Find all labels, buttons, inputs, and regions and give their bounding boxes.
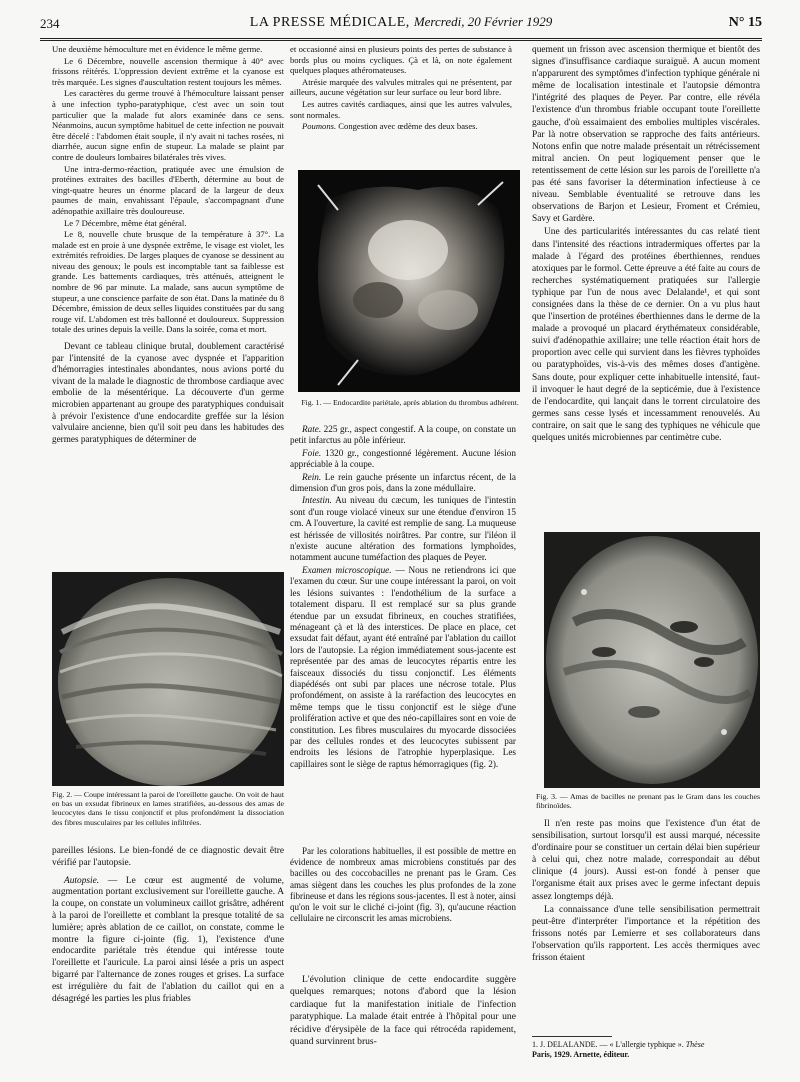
middle-column-autopsy [290,424,516,842]
paragraph: Une intra-dermo-réaction, pratiquée avec une émulsion de protéines extraites des bacilles d'Eberth, détermine au bout de vingt-quatre heures un énorme placard de la largeur de deux paumes de main, envahissant l'épaule, s'accompagnant d'une adénopathie axillaire très douloureuse. [52,163,284,216]
paragraph: et occasionné ainsi en plusieurs points des pertes de substance à bords plus ou moins cycliques. Çà et là, on note également quelques plaques athéromateuses. [290,44,512,76]
paragraph: pareilles lésions. Le bien-fondé de ce diagnostic devait être vérifié par l'autopsie. [52,846,284,868]
paragraph-autopsie [52,876,284,1006]
footnote-text: 1. J. DELALANDE. — « L'allergie typhique ». [532,1040,686,1049]
micrograph-bacilli-icon [544,532,760,788]
section-text: Le rein gauche présente un infarctus récent, de la dimension d'un gros pois, dans la zone médullaire. [290,471,516,494]
right-column [532,44,760,528]
section-text: Congestion avec œdème des deux bases. [336,121,478,132]
paragraph: Le 7 Décembre, même état général. [64,217,187,228]
paragraph: Les caractères du germe trouvé à l'hémoculture laissant penser à une infection typho-paratyphique, c'est avec un soin tout particulier que la malade fut alors examinée dans ce sens. Néanmoins, aucun symptôme habituel de cette infection ne pouvait être décelé : l'abdomen était souple, il n'y avait ni taches rosées, ni diarrhée, aucun signe enfin de stupeur. La malade se plaint par contre de douleurs lombaires bilatérales très vives. [52,88,284,162]
paragraph-examen [290,565,516,770]
section-label: Rate. [302,424,322,434]
paragraph: Il n'en reste pas moins que l'existence d'un état de sensibilisation, surtout lorsqu'il est aussi marqué, nécessite d'ordinaire pour se constituer un certain délai bien supérieur à celui qui, chez notre malade, correspondait au début clinique (4 jours). Aussi est-on fondé à penser que l'organisme était aux prises avec le germe infectant depuis assez longtemps déjà. [532,819,760,902]
issue-date: Mercredi, 20 Février 1929 [413,14,553,29]
left-column [52,44,284,564]
paragraph: Le 6 Décembre, nouvelle ascension thermique à 40° avec frissons réitérés. L'oppression devient extrême et la cyanose est très marquée. Les signes d'auscultation restent toujours les mêmes. [52,55,284,87]
middle-column-discussion [290,974,516,1070]
middle-column-top [290,44,512,168]
header-rule [40,38,762,39]
footnote-rule [532,1036,612,1037]
section-label: Examen microscopique. [302,564,392,575]
footnote [532,1040,760,1060]
journal-title [40,14,762,31]
figure-2-micrograph [52,572,284,786]
section-label: Rein. [302,471,322,482]
micrograph-section-icon [52,572,284,786]
header-rule-2 [40,40,762,41]
right-column-continued [532,818,760,1032]
paragraph: Une deuxième hémoculture met en évidence le même germe. [52,44,263,54]
paragraph: La connaissance d'une telle sensibilisation permettrait peut-être d'interpréter l'importance et la répétition des frissons notés par Lemierre et ses collaborateurs dans l'observation qu'ils rapportent. Les accès thermiques avec frisson étaient [532,904,760,964]
section-text: — Nous ne retiendrons ici que l'examen du cœur. Sur une coupe intéressant la paroi, on voit les lésions suivantes : l'endothélium de la surface a totalement disparu. Il est remplacé sur sa plus grande étendue par un exsudat fibrineux, en couches stratifiées, ménageant çà et là des interstices. De place en place, cet exsudat fait défaut, ayant été entraîné par l'ablation du caillot lors de l'autopsie. La région immédiatement sous-jacente est représentée par des amas de leucocytes répartis entre les faisceaux dissociés du tissu conjonctif. Les éléments diapédésés ont subi par places une nécrose totale. Plus profondément, on assiste à la raréfaction des leucocytes en même temps que le tissu conjonctif est le siège d'une prolifération active et que des néo-capillaires sont en voie de constitution. Les fibres musculaires du myocarde dissociées par des cellules rondes et des leucocytes subissent par endroits les lésions de l'atrophie hyperplasique. Les capillaires sont le siège de raptus hémorragiques (fig. 2). [290,564,516,769]
paragraph-rate [290,424,516,447]
figure-2-caption: Fig. 2. — Coupe intéressant la paroi de l'oreillette gauche. On voit de haut en bas un exsudat fibrineux en lames stratifiées, au-dessous des amas de leucocytes dans le tissu conjonctif et plus profondément la dissociation des fibres musculaires par les cellules infiltrées. [52,790,284,827]
issue-number: N° 15 [728,15,762,30]
paragraph: L'évolution clinique de cette endocardite suggère quelques remarques; notons d'abord que la lésion cardiaque fut la manifestation initiale de l'infection paratyphique. La malade était entrée à l'hôpital pour une récidive d'érysipèle de la face qui rétrocéda rapidement, quand survinrent brus- [290,974,516,1048]
section-label: Foie. [302,447,322,458]
figure-1-photo [298,170,520,392]
page-number: 234 [40,16,60,31]
paragraph: Par les colorations habituelles, il est possible de mettre en évidence de nombreux amas microbiens constitués par des bacilles ou des coccobacilles ne prenant pas le Gram. Ces amas siègent dans les couches les plus profondes de la zone fibrineuse et dans les régions sous-jacentes. Il est à noter, ainsi qu'on le voit sur le cliché ci-joint (fig. 3), qu'aucune réaction cellulaire ne circonscrit les amas microbiens. [290,846,516,924]
paragraph: Une des particularités intéressantes du cas relaté tient dans l'intensité des réactions intradermiques offertes par la malade à l'égard des protéines éberthiennes, rendues atoxiques par le formol. Cette épreuve a été faite au cours de recherches systématiquement pratiquées sur l'allergie typhique par l'un de nous avec Delalande¹, et qui sont consignées dans la thèse de ce dernier. On a vu plus haut que l'insertion de protéines éberthiennes dans le derme de la malade a provoqué un placard érythémateux considérable, suivi d'adénopathie axillaire; une telle réaction était hors de proportion avec celle qui survient dans les fièvres typhoïdes ou paratyphoïdes, vis-à-vis des mêmes doses d'antigène. Sans doute, pour expliquer cette inhabituelle intensité, faut-il invoquer le haut degré de la septicémie, due à l'existence de l'endocardite, qui lançait dans le torrent circulatoire des germes sans cesse lysés et incessamment renouvelés. Au contraire, on sait que le sang des typhiques ne véhicule que quelques unités microbiennes par centimètre cube. [532,227,760,443]
section-text: 1320 gr., congestionné légèrement. Aucune lésion appréciable à la coupe. [290,447,516,470]
section-label: Autopsie. [64,875,100,886]
paragraph-intestin [290,495,516,563]
section-text: — Le cœur est augmenté de volume, augmentation portant exclusivement sur l'oreillette gauche. A la coupe, on constate un volumineux caillot grisâtre, adhérent à la paroi de l'oreillette et comblant la presque totalité de sa lumière; après ablation de ce caillot, on constate, comme le montre la figure ci-jointe (fig. 1), l'existence d'une endocardite pariétale très étendue qui intéresse toute l'oreillette et l'auricule. La paroi ainsi lésée a pris un aspect bigarré par l'alternance de zones rouges et grises. La surface est irrégulière du fait de l'ablation du caillot qui en a désagrégé les parties les plus friables [52,875,284,1004]
section-text: Au niveau du cæcum, les tuniques de l'intestin sont d'un rouge violacé vineux sur une étendue d'environ 15 cm. A l'ouverture, la cavité est remplie de sang. La muqueuse est hérissée de villosités noirâtres. Par contre, sur l'iléon il n'existe aucune altération des formations lymphoïdes, notamment aucune tuméfaction des plaques de Peyer. [290,495,516,563]
figure-3-caption: Fig. 3. — Amas de bacilles ne prenant pas le Gram dans les couches fibrinoïdes. [536,792,760,811]
footnote-these: Thèse [685,1040,705,1049]
section-label: Intestin. [302,495,332,506]
paragraph-poumons [290,121,512,132]
paragraph: Les autres cavités cardiaques, ainsi que les autres valvules, sont normales. [290,98,512,120]
paragraph: Atrésie marquée des valvules mitrales qui ne présentent, par ailleurs, aucune végétation sur leur surface ou leur bord libre. [290,76,512,98]
left-column-continued [52,846,284,1070]
footnote-publisher: Paris, 1929. Arnette, éditeur. [532,1050,630,1059]
section-label: Poumons. [302,121,337,132]
paragraph-rein [290,472,516,495]
paragraph: Devant ce tableau clinique brutal, doublement caractérisé par l'intensité de la cyanose avec dyspnée et l'apparition d'hémorragies intestinales abondantes, nous avions porté du vivant de la malade le diagnostic de thrombose cardiaque avec embolie de la mésentérique. La découverte d'un germe microbien appartenant au groupe des paratyphiques conduisait à prévoir l'existence d'une endocardite greffée sur la lésion valvulaire ancienne, bien qu'il soit peu dans les habitudes des germes paratyphiques de déterminer de [52,341,284,444]
photo-endocarditis-icon [298,170,520,392]
figure-3-micrograph [544,532,760,788]
paragraph-foie [290,448,516,471]
journal-name: LA PRESSE MÉDICALE, [249,15,410,30]
middle-column-microbes [290,846,516,966]
paragraph: quement un frisson avec ascension thermique et bientôt des signes d'insuffisance cardiaque suraiguë. A aucun moment n'apparurent des symptômes d'infection typhique générale ni même de localisation intestinale et l'autopsie démontra l'intégrité des plaques de Peyer. Par contre, elle révéla l'existence d'un thrombus friable occupant toute l'oreillette gauche, d'où essaimaient des embolies multiples viscérales. Par là notre observation se rapproche des faits antérieurs. Notons enfin que notre malade présentait un rétrécissement mitral ancien. On peut logiquement penser que le retentissement de cette lésion sur les parois de l'oreillette n'a pas été sans favoriser la détermination infectieuse à ce niveau. Semblable éventualité se retrouve dans les observations de Barjon et Lesieur, Froment et Crémieu, Savy et Gardère. [532,45,760,225]
section-text: 225 gr., aspect congestif. A la coupe, on constate un petit infarctus au pôle inférieur. [290,424,516,446]
figure-1-caption: Fig. 1. — Endocardite pariétale, après ablation du thrombus adhérent. [301,398,519,407]
paragraph: Le 8, nouvelle chute brusque de la température à 37°. La malade est en proie à une dyspnée extrême, le visage est violet, les extrémités refroidies. De larges plaques de cyanose se dessinent au niveau des genoux; le pouls est incomptable tant sa faiblesse est grande. Les battements cardiaques, très atténués, atteignent le nombre de 96 par minute. La malade, sans aucun symptôme de stupeur, a une conscience parfaite de son état. Dans la matinée du 8 Décembre, émission de deux selles liquides constituées par du sang rouge vif. L'abdomen est très ballonné et douloureux. Suppression totale des urines depuis la veille. Dans la soirée, coma et mort. [52,229,284,335]
page-header [40,14,762,36]
